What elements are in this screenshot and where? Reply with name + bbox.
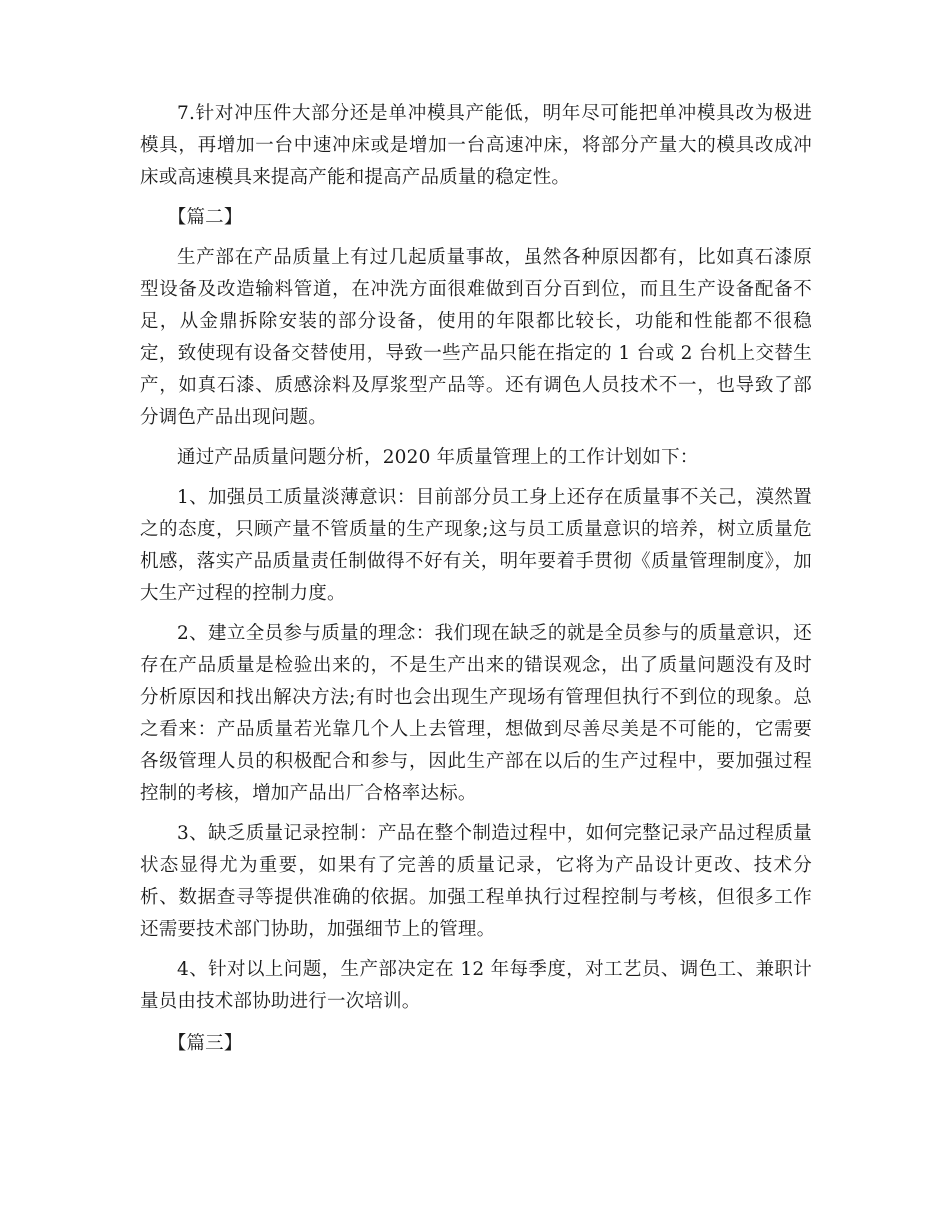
document-body bbox=[140, 98, 812, 1068]
section-heading-part-two: 【篇二】 bbox=[167, 207, 243, 228]
paragraph-plan-item-1: 1、加强员工质量淡薄意识：目前部分员工身上还存在质量事不关己，漠然置之的态度，只顾产量不管质量的生产现象;这与员工质量意识的培养，树立质量危机感，落实产品质量责任制做得不好有关，明年要着手贯彻《质量管理制度》，加大生产过程的控制力度。 bbox=[140, 487, 812, 604]
paragraph-quality-incidents: 生产部在产品质量上有过几起质量事故，虽然各种原因都有，比如真石漆原型设备及改造输料管道，在冲洗方面很难做到百分百到位，而且生产设备配备不足，从金鼎拆除安装的部分设备，使用的年限都比较长，功能和性能都不很稳定，致使现有设备交替使用，导致一些产品只能在指定的 1 台或 2 台机上交替生产，如真石漆、质感涂料及厚浆型产品等。还有调色人员技术不一，也导致了部分调色产品出现问题。 bbox=[140, 247, 812, 428]
paragraph-item-7: 7.针对冲压件大部分还是单冲模具产能低，明年尽可能把单冲模具改为极进模具，再增加一台中速冲床或是增加一台高速冲床，将部分产量大的模具改成冲床或高速模具来提高产能和提高产品质量的稳定性。 bbox=[140, 103, 812, 188]
paragraph-plan-item-3: 3、缺乏质量记录控制：产品在整个制造过程中，如何完整记录产品过程质量状态显得尤为重要，如果有了完善的质量记录，它将为产品设计更改、技术分析、数据查寻等提供准确的依据。加强工程单执行过程控制与考核，但很多工作还需要技术部门协助，加强细节上的管理。 bbox=[140, 823, 812, 940]
section-heading-part-three: 【篇三】 bbox=[167, 1033, 243, 1054]
paragraph-plan-intro: 通过产品质量问题分析，2020 年质量管理上的工作计划如下： bbox=[177, 447, 699, 468]
paragraph-plan-item-2: 2、建立全员参与质量的理念：我们现在缺乏的就是全员参与的质量意识，还存在产品质量是检验出来的，不是生产出来的错误观念，出了质量问题没有及时分析原因和找出解决方法;有时也会出现生产现场有管理但执行不到位的现象。总之看来：产品质量若光靠几个人上去管理，想做到尽善尽美是不可能的，它需要各级管理人员的积极配合和参与，因此生产部在以后的生产过程中，要加强过程控制的考核，增加产品出厂合格率达标。 bbox=[140, 623, 812, 804]
paragraph-plan-item-4: 4、针对以上问题，生产部决定在 12 年每季度，对工艺员、调色工、兼职计量员由技术部协助进行一次培训。 bbox=[140, 959, 812, 1012]
